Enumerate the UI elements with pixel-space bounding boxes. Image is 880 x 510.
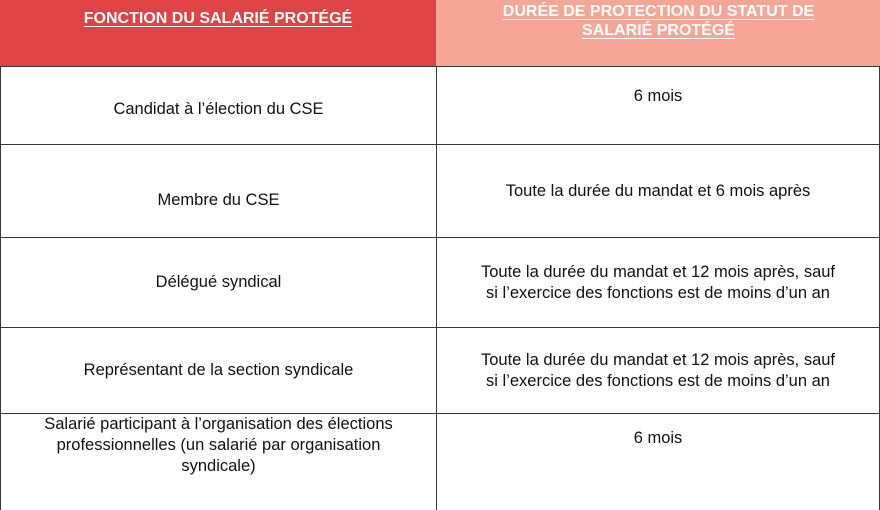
header-duree: DURÉE DE PROTECTION DU STATUT DE SALARIÉ PROTÉGÉ <box>437 0 880 66</box>
cell-duree-2 <box>437 145 880 238</box>
cell-fonction-1 <box>0 66 437 145</box>
cell-fonction-4 <box>0 328 437 414</box>
cell-fonction-2 <box>0 145 437 238</box>
fonction-text: Délégué syndical <box>155 273 282 291</box>
fonction-text: Salarié participant à l’organisation des élections professionnelles (un salarié par organisation syndicale) <box>44 415 393 475</box>
cell-fonction-5 <box>0 414 437 510</box>
duree-text: 6 mois <box>633 87 683 105</box>
cell-duree-3 <box>437 238 880 328</box>
cell-fonction-3 <box>0 238 437 328</box>
fonction-text: Membre du CSE <box>157 190 280 209</box>
fonction-text: Candidat à l’élection du CSE <box>113 100 324 118</box>
duree-text: Toute la durée du mandat et 6 mois après <box>505 181 811 200</box>
fonction-text: Représentant de la section syndicale <box>83 361 354 379</box>
duree-text: Toute la durée du mandat et 12 mois après, sauf si l’exercice des fonctions est de moins d’un an <box>480 350 836 390</box>
cell-duree-4 <box>437 328 880 414</box>
header-fonction: FONCTION DU SALARIÉ PROTÉGÉ <box>0 0 437 66</box>
cell-duree-1 <box>437 66 880 145</box>
duree-text: 6 mois <box>633 429 683 447</box>
cell-duree-5 <box>437 414 880 510</box>
duree-text: Toute la durée du mandat et 12 mois après, sauf si l’exercice des fonctions est de moins d’un an <box>480 262 836 302</box>
